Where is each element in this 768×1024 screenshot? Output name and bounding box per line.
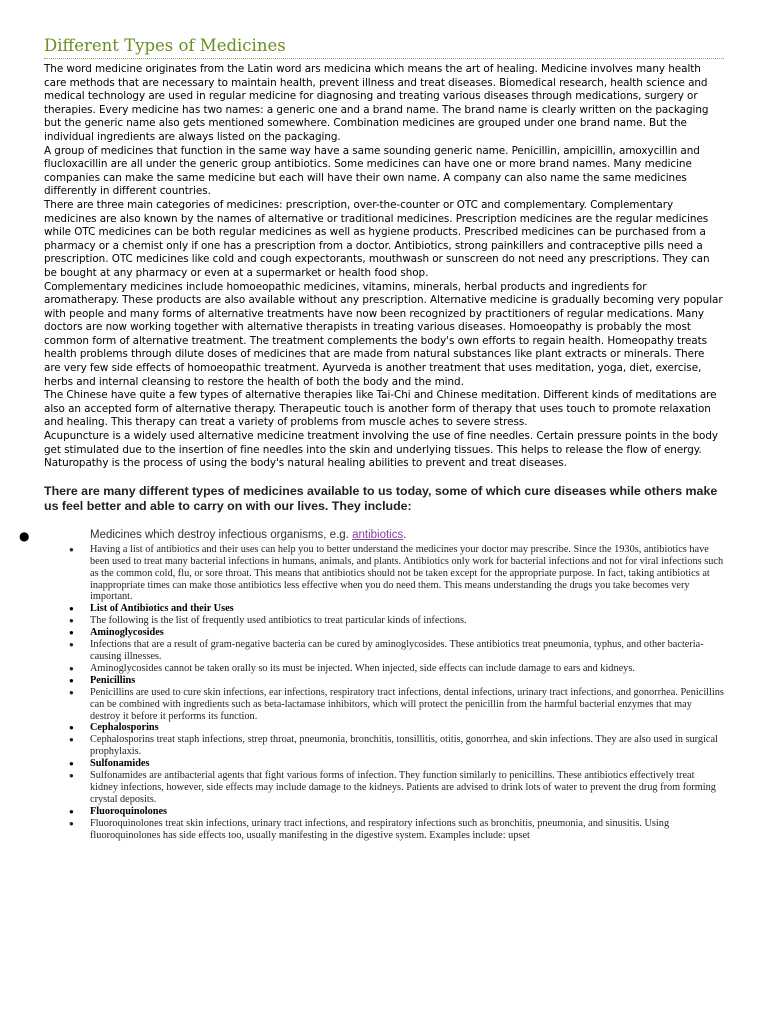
bullet-icon: ● [69, 604, 74, 614]
sub-item-text: Cephalosporins treat staph infections, strep throat, pneumonia, bronchitis, tonsillitis, otitis, gonorrhea, and skin infections. They are also used in surgical prophylaxis. [90, 734, 718, 758]
bullet-icon: ● [69, 616, 74, 626]
sub-list-item [69, 615, 724, 627]
lead-paragraph: There are many different types of medicines available to us today, some of which cure diseases while others make us feel better and able to carry on with our lives. They include: [44, 483, 718, 513]
bullet-icon: ● [69, 628, 74, 638]
sub-item-text: Fluoroquinolones [90, 805, 168, 817]
sub-item-text: Aminoglycosides cannot be taken orally so its must be injected. When injected, side effects can include damage to ears and kidneys. [90, 662, 635, 674]
bullet-icon: ● [69, 723, 74, 733]
page-title: Different Types of Medicines [44, 36, 724, 59]
intro-section [44, 63, 724, 471]
sub-item-text: Fluoroquinolones treat skin infections, urinary tract infections, and respiratory infections such as bronchitis, pneumonia, and sinusitis. Using fluoroquinolones has side effects too, usually manifesting in the digestive system. Examples include: upset [90, 817, 670, 841]
sub-list-item [69, 674, 724, 687]
bullet-icon: ● [69, 544, 74, 554]
bullet-icon: ● [19, 528, 30, 543]
sub-item-text: Cephalosporins [90, 722, 159, 734]
list-item-prefix: Medicines which destroy infectious organisms, e.g. [90, 528, 353, 541]
list-item [19, 528, 724, 842]
sub-list-item [69, 627, 724, 639]
bullet-icon: ● [69, 806, 74, 816]
intro-paragraph: There are three main categories of medicines: prescription, over-the-counter or OTC and complementary. Complementary medicines are also known by the names of alternative or traditional medicines. Prescription medicines are the regular medicines while OTC medicines can be both regular medicines as well as hygiene products. Prescribed medicines can be purchased from a pharmacy or a chemist only if one has a prescription from a doctor. Antibiotics, strong painkillers and contraceptive pills need a prescription. OTC medicines like cold and cough expectorants, mouthwash or sunscreen do not need any prescriptions. They can be bought at any pharmacy or even at a supermarket or health food shop. [44, 198, 710, 279]
sub-list-item [69, 734, 724, 758]
sub-item-text: Penicillins are used to cure skin infections, ear infections, respiratory tract infections, dental infections, urinary tract infections, and gonorrhea. Penicillins can be combined with ingredients such as beta-lactamase inhibitors, which will protect the penicillin from the harmful bacterial enzymes that may destroy it before it performs its function. [90, 686, 724, 722]
sub-list-item [69, 722, 724, 734]
bullet-icon: ● [69, 735, 74, 745]
antibiotics-sublist [44, 544, 724, 842]
intro-paragraph: The word medicine originates from the Latin word ars medicina which means the art of healing. Medicine involves many health care methods that are necessary to maintain health, prevent illness and treat diseases. Biomedical research, health science and medical technology are used in regular medicine for diagnosing and treating various diseases through medications, surgery or therapies. Every medicine has two names: a generic one and a brand name. The brand name is clearly written on the packaging but the generic name also gets mentioned somewhere. Combination medicines are grouped under one brand name. But the individual ingredients are always listed on the packaging. [44, 63, 709, 143]
list-item-text [90, 528, 724, 542]
sub-item-text: The following is the list of frequently used antibiotics to treat particular kinds of infections. [90, 615, 467, 627]
bullet-icon: ● [69, 759, 74, 769]
bullet-icon: ● [69, 771, 74, 781]
sub-list-item [69, 758, 724, 770]
sub-list-item [69, 543, 724, 604]
bullet-icon: ● [69, 640, 74, 650]
document-page [19, 36, 724, 841]
sub-item-text: Sulfonamides [90, 758, 150, 770]
sub-item-text: Infections that are a result of gram-negative bacteria can be cured by aminoglycosides. These antibiotics treat pneumonia, typhus, and other bacteria-causing illnesses. [90, 639, 704, 662]
bullet-icon: ● [69, 675, 74, 685]
sub-list-item [69, 662, 724, 675]
bullet-icon: ● [69, 818, 74, 828]
sub-list-item [69, 639, 724, 663]
sub-list-item [69, 770, 724, 806]
sub-item-text: List of Antibiotics and their Uses [90, 603, 234, 615]
sub-item-text: Penicillins [90, 674, 136, 686]
sub-item-text: Sulfonamides are antibacterial agents that fight various forms of infection. They function similarly to penicillins. These antibiotics effectively treat kidney infections, however, side effects may include damage to the kidneys. Patients are advised to drink lots of water to prevent the drug from forming crystal deposits. [90, 770, 716, 805]
sub-list-item [69, 805, 724, 818]
sub-list-item [69, 686, 724, 723]
intro-paragraph: A group of medicines that function in the same way have a same sounding generic name. Penicillin, ampicillin, amoxycillin and flucloxacillin are all under the generic group antibiotics. Some medicines can have one or more brand names. Many medicine companies can make the same medicine but each will have their own name. A company can also name the same medicines differently in different countries. [44, 144, 700, 198]
list-item-suffix: . [403, 528, 407, 541]
bullet-icon: ● [69, 663, 74, 673]
sub-item-text: Having a list of antibiotics and their uses can help you to better understand the medicines your doctor may prescribe. Since the 1930s, antibiotics have been used to treat many bacterial infections in humans, animals, and plants. Antibiotics only work for bacterial infections and not for viral infections such as the common cold, flu, or sore throat. This means that antibiotics should not be taken except for the appropriate purpose. In fact, taking antibiotics at inappropriate times can make those antibiotics less effective when you do need them. This means understanding the drugs you take becomes very important. [90, 543, 724, 603]
antibiotics-link[interactable]: antibiotics [352, 528, 404, 541]
intro-paragraph: The Chinese have quite a few types of alternative therapies like Tai-Chi and Chinese meditation. Different kinds of meditations are also an accepted form of alternative therapy. Therapeutic touch is another form of therapy that uses touch to promote relaxation and healing. This therapy can treat a variety of problems from muscle aches to severe stress. [44, 389, 717, 429]
sub-list-item [69, 817, 724, 842]
sub-list-item [69, 603, 724, 615]
bullet-icon: ● [69, 687, 74, 697]
medicine-types-list [19, 528, 724, 842]
sub-item-text: Aminoglycosides [90, 627, 164, 639]
intro-paragraph: Acupuncture is a widely used alternative medicine treatment involving the use of fine needles. Certain pressure points in the body get stimulated due to the insertion of fine needles into the skin and underlying tissues. This helps to release the flow of energy. Naturopathy is the process of using the body's natural healing abilities to prevent and treat diseases. [44, 430, 718, 470]
intro-paragraph: Complementary medicines include homoeopathic medicines, vitamins, minerals, herbal products and ingredients for aromatherapy. These products are also available without any prescription. Alternative medicine is gradually becoming very popular with people and many forms of alternative treatments have now been recognized by practitioners of regular medications. Many doctors are now working together with alternative therapists in treating various diseases. Homoeopathy is probably the most common form of alternative treatment. The treatment complements the body's own efforts to regain health. Homeopathy treats health problems through dilute doses of medicines that are made from natural substances like plant extracts or minerals. There are very few side effects of homoeopathic treatment. Ayurveda is another treatment that uses meditation, yoga, diet, exercise, herbs and internal cleansing to restore the health of both the body and the mind. [44, 280, 723, 388]
